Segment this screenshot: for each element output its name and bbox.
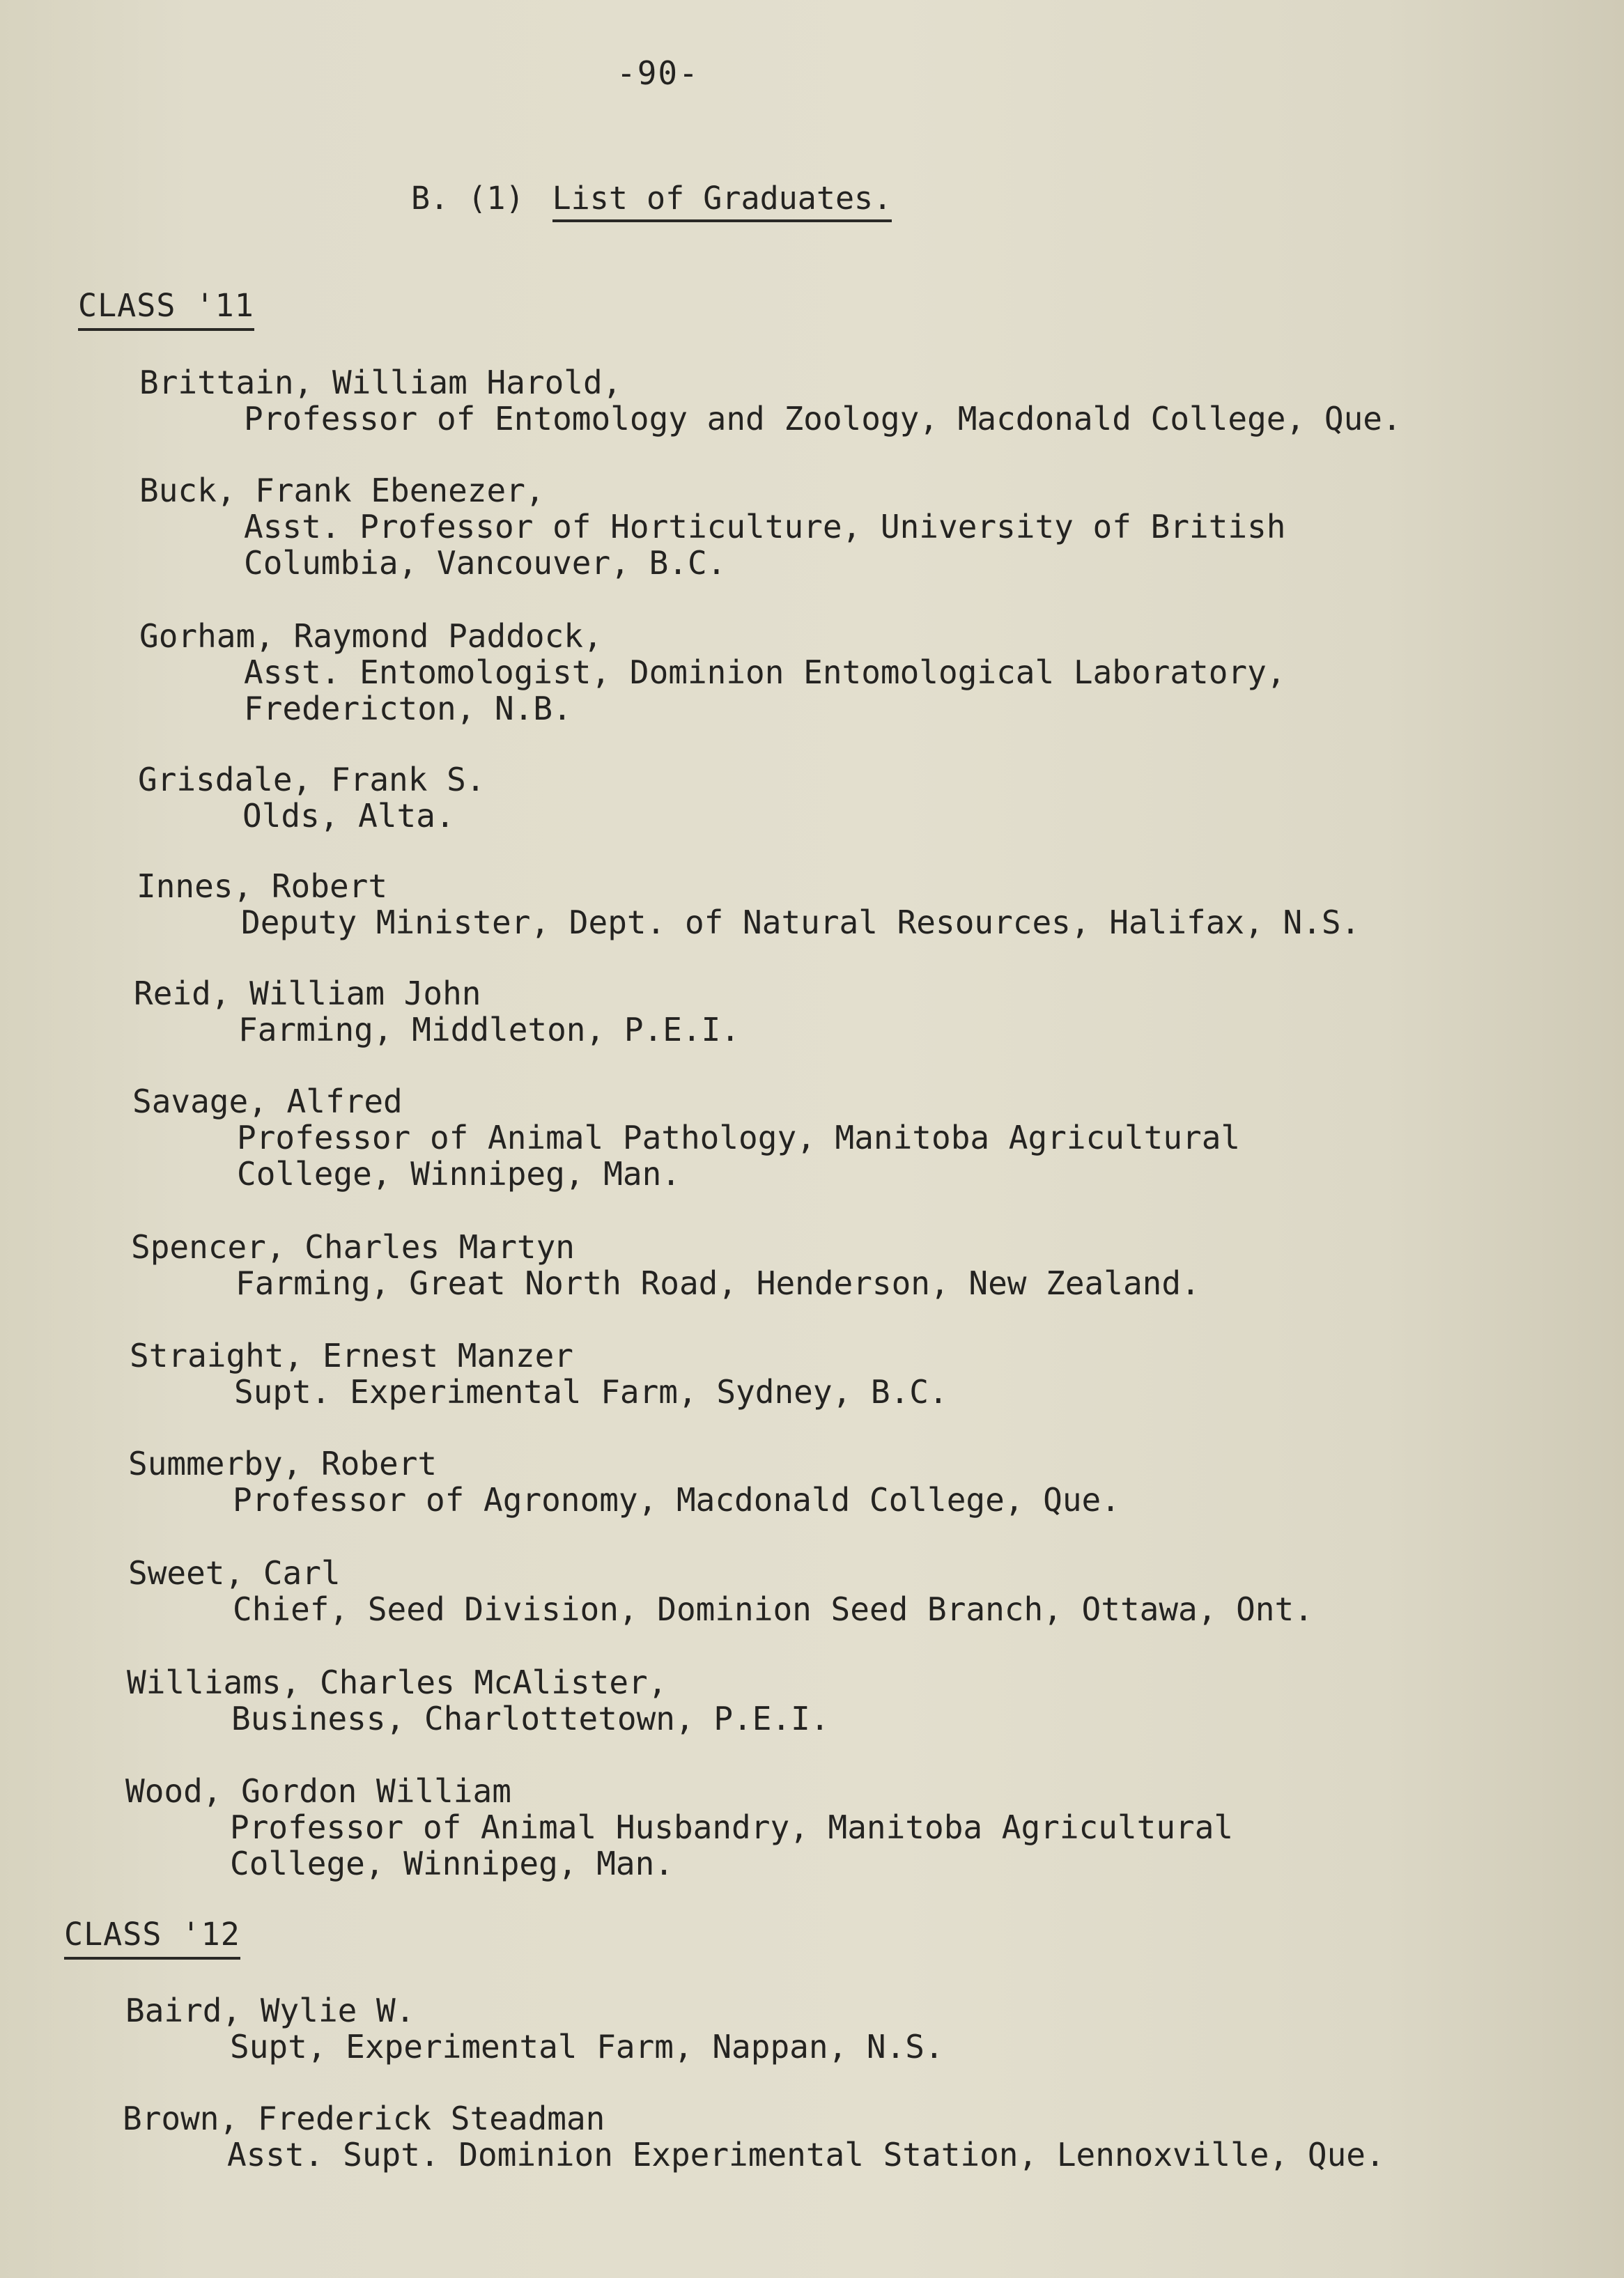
graduate-detail: Deputy Minister, Dept. of Natural Resources, Halifax, N.S.: [241, 904, 1361, 941]
graduate-name: Grisdale, Frank S.: [138, 761, 486, 798]
graduate-detail: Columbia, Vancouver, B.C.: [244, 544, 727, 582]
graduate-entry: [128, 1555, 1313, 1627]
graduate-entry: [132, 1083, 1240, 1192]
graduate-detail: Supt. Experimental Farm, Sydney, B.C.: [234, 1373, 948, 1411]
graduate-detail: College, Winnipeg, Man.: [237, 1155, 681, 1193]
graduate-name: Buck, Frank Ebenezer,: [139, 472, 545, 509]
class-heading-11: CLASS '11: [78, 287, 254, 331]
graduate-name: Innes, Robert: [137, 867, 388, 905]
graduate-entry: [139, 472, 1286, 581]
graduate-detail: Professor of Animal Husbandry, Manitoba Agricultural: [230, 1808, 1234, 1846]
graduate-detail: Farming, Great North Road, Henderson, New Zealand.: [235, 1264, 1200, 1302]
graduate-entry: [137, 868, 1360, 940]
graduate-entry: [131, 1229, 1200, 1301]
graduate-entry: [139, 364, 1402, 437]
graduate-entry: [130, 1338, 948, 1410]
graduate-name: Spencer, Charles Martyn: [131, 1228, 575, 1266]
graduate-detail: Asst. Entomologist, Dominion Entomological Laboratory,: [244, 653, 1286, 691]
class-heading-12: CLASS '12: [64, 1916, 240, 1960]
graduate-entry: [128, 1446, 1120, 1518]
graduate-detail: Asst. Supt. Dominion Experimental Station, Lennoxville, Que.: [227, 2136, 1385, 2174]
graduate-entry: [134, 975, 740, 1048]
graduate-name: Sweet, Carl: [128, 1554, 341, 1592]
graduate-name: Gorham, Raymond Paddock,: [139, 617, 603, 655]
section-prefix: B. (1): [411, 180, 525, 217]
graduate-name: Savage, Alfred: [132, 1083, 403, 1120]
graduate-detail: Professor of Entomology and Zoology, Macdonald College, Que.: [244, 400, 1402, 437]
graduate-detail: Fredericton, N.B.: [244, 690, 572, 727]
graduate-detail: Chief, Seed Division, Dominion Seed Branch, Ottawa, Ont.: [233, 1590, 1313, 1628]
graduate-detail: Professor of Animal Pathology, Manitoba Agricultural: [237, 1119, 1241, 1156]
graduate-name: Williams, Charles McAlister,: [127, 1664, 667, 1701]
graduate-detail: Professor of Agronomy, Macdonald College, Que.: [233, 1481, 1120, 1519]
section-heading: [411, 180, 892, 222]
graduate-detail: Business, Charlottetown, P.E.I.: [231, 1700, 830, 1737]
graduate-detail: Olds, Alta.: [242, 797, 455, 835]
graduate-name: Reid, William John: [134, 975, 481, 1012]
graduate-detail: Asst. Professor of Horticulture, University of British: [244, 508, 1286, 545]
graduate-name: Baird, Wylie W.: [125, 1992, 415, 2029]
graduate-detail: Farming, Middleton, P.E.I.: [238, 1011, 741, 1048]
graduate-name: Straight, Ernest Manzer: [130, 1337, 573, 1374]
graduate-entry: [125, 1773, 1233, 1882]
graduate-name: Brittain, William Harold,: [139, 364, 622, 401]
graduate-detail: Supt, Experimental Farm, Nappan, N.S.: [230, 2028, 944, 2066]
graduate-name: Brown, Frederick Steadman: [123, 2100, 605, 2137]
graduate-entry: [123, 2100, 1385, 2173]
graduate-detail: College, Winnipeg, Man.: [230, 1845, 674, 1882]
graduate-entry: [138, 761, 486, 834]
graduate-name: Wood, Gordon William: [125, 1772, 511, 1810]
page-number: -90-: [617, 54, 699, 92]
graduate-entry: [139, 618, 1286, 727]
graduate-entry: [127, 1664, 830, 1737]
section-title: List of Graduates.: [552, 180, 892, 222]
graduate-name: Summerby, Robert: [128, 1445, 438, 1482]
graduate-entry: [125, 1992, 944, 2065]
